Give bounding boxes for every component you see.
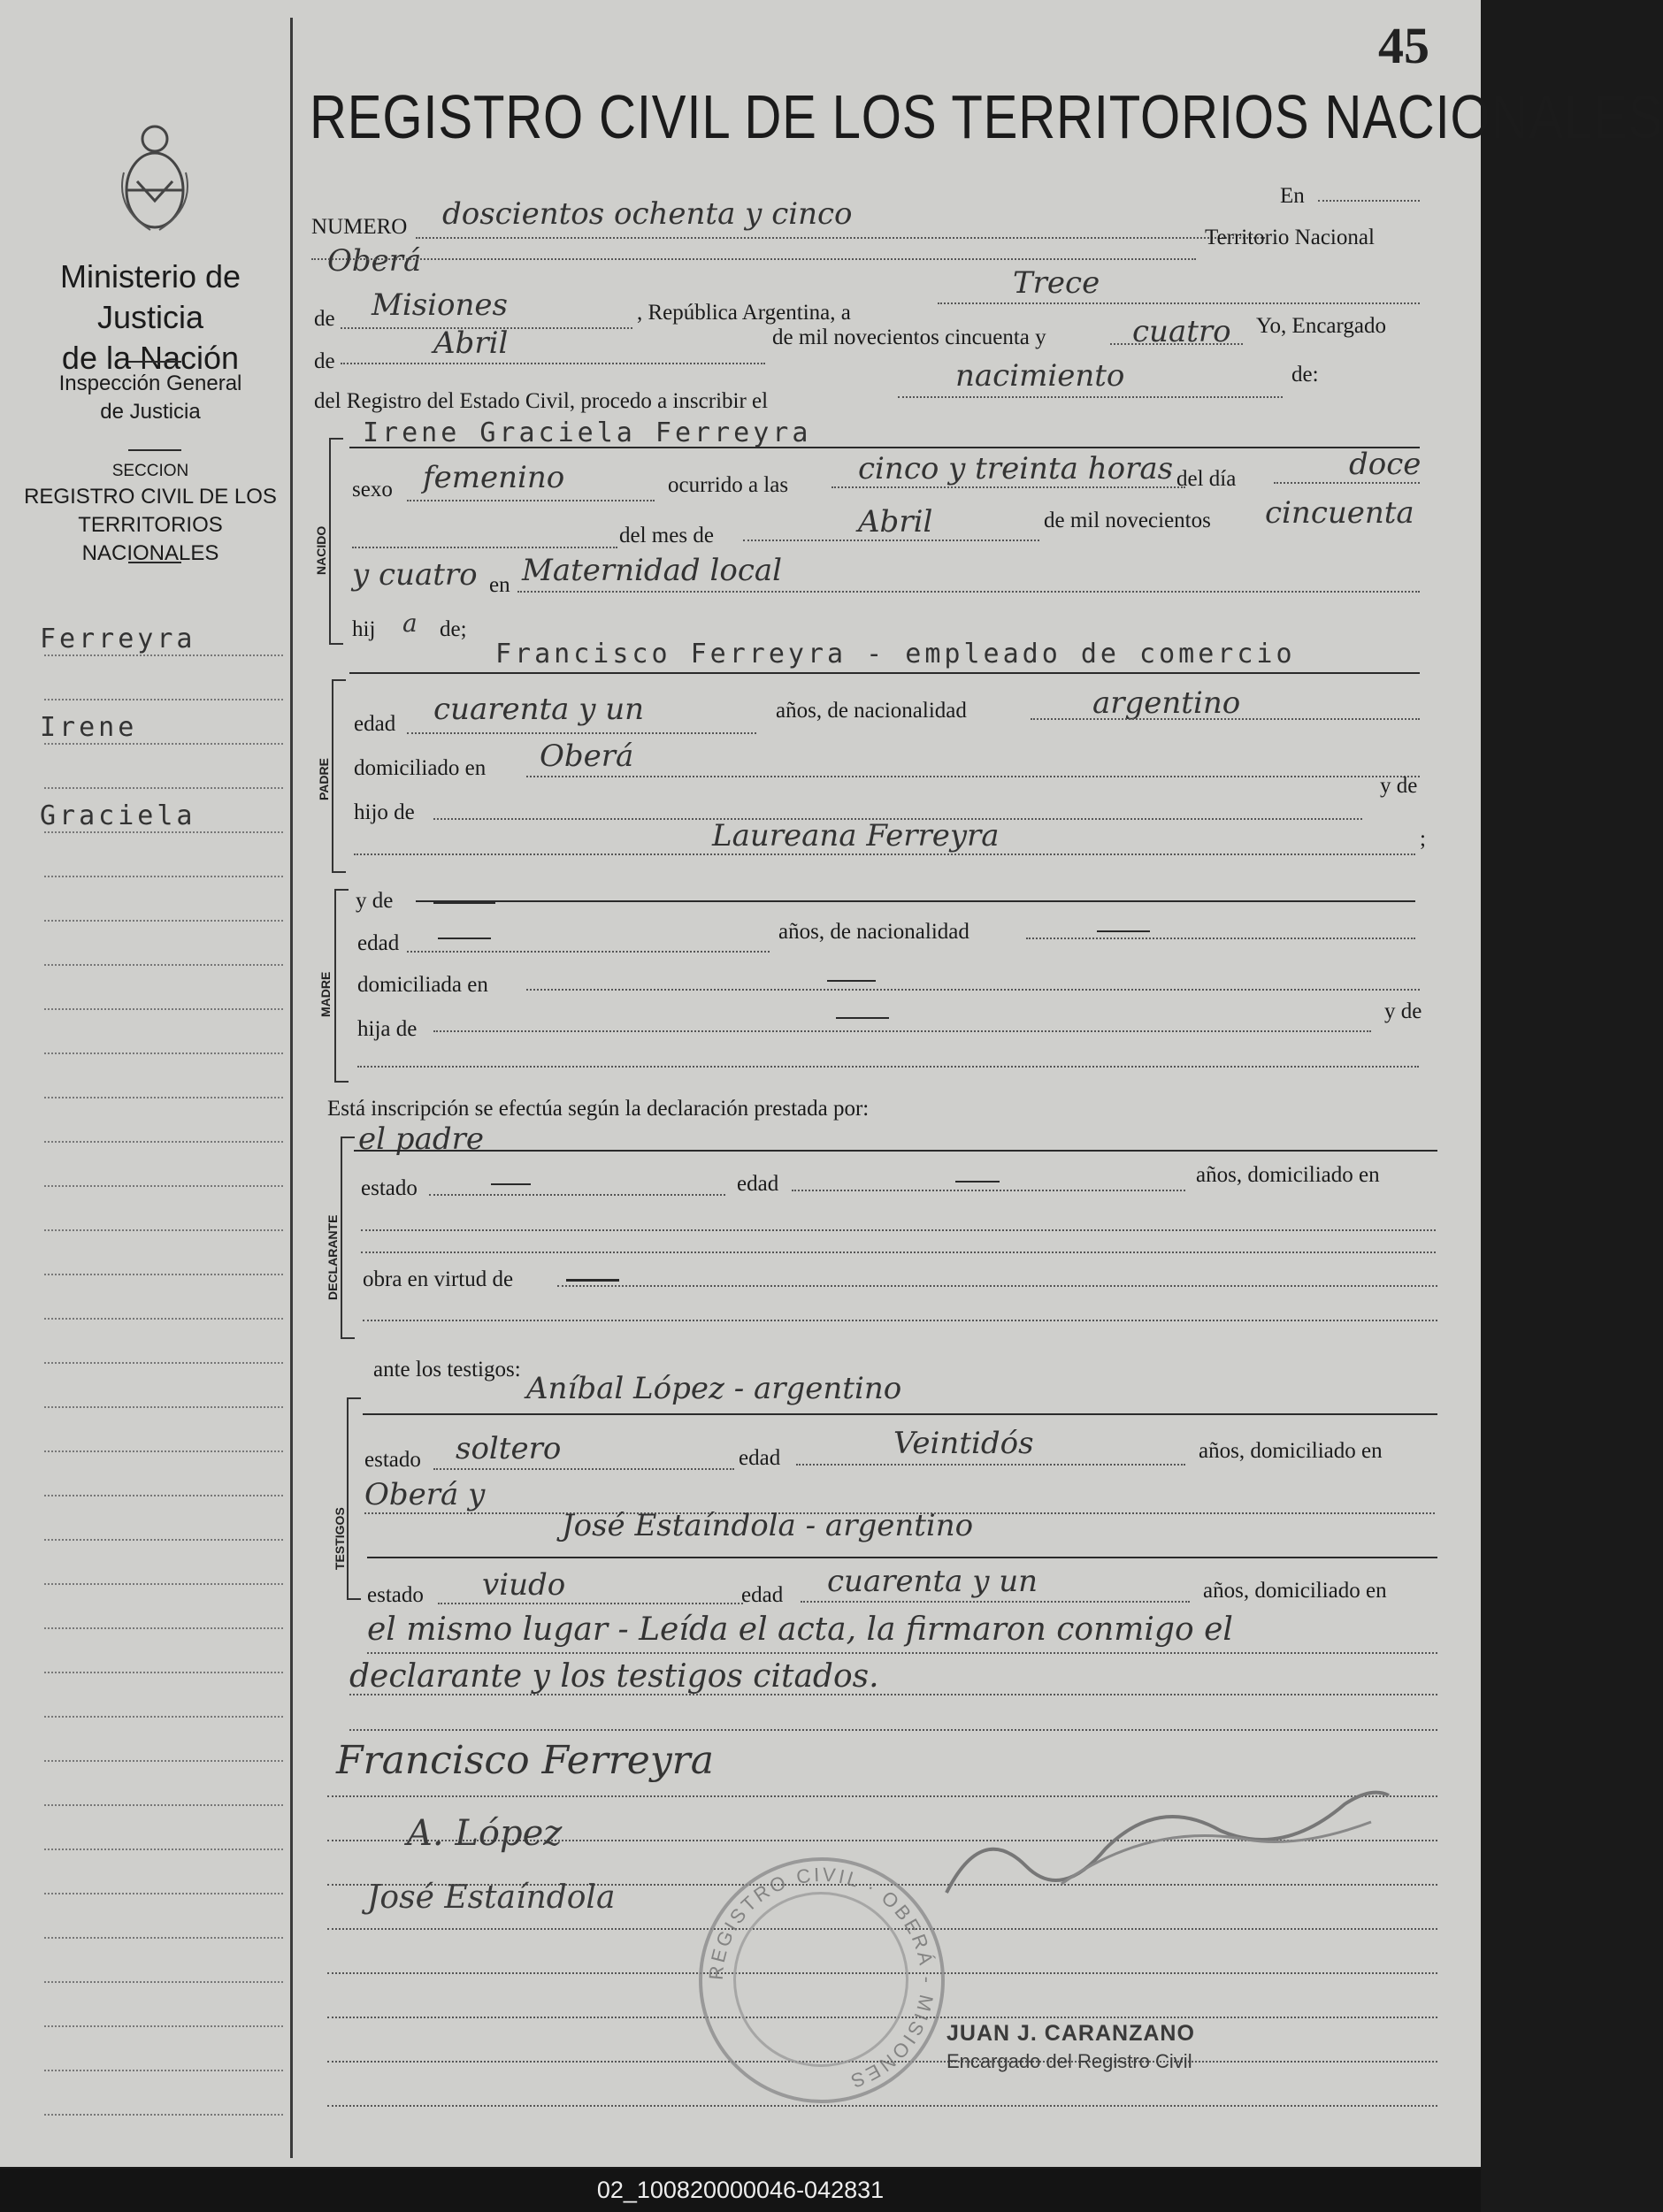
nacido-de-label: de; xyxy=(440,617,467,641)
sidebar-line xyxy=(44,1981,283,1983)
closing-line-1: el mismo lugar - Leída el acta, la firmaron conmigo el xyxy=(367,1611,1233,1648)
ocurrido-label: ocurrido a las xyxy=(668,473,789,497)
nacido-bracket xyxy=(329,438,343,645)
declarant-signature: Francisco Ferreyra xyxy=(336,1738,714,1783)
day-value: Trece xyxy=(1013,265,1100,301)
testigos-bracket xyxy=(347,1397,361,1600)
padre-hijo-label: hijo de xyxy=(354,800,415,824)
declarant-line xyxy=(354,1150,1437,1152)
nacido-place-value: Maternidad local xyxy=(522,553,783,588)
nacido-month-value: Abril xyxy=(858,504,933,540)
sidebar-line xyxy=(44,1406,283,1408)
witness1-line xyxy=(363,1413,1437,1415)
father-name-line xyxy=(349,672,1420,674)
obra-label: obra en virtud de xyxy=(363,1267,514,1291)
witness2-edad-line xyxy=(801,1601,1190,1603)
declarant-estado-dash xyxy=(491,1183,531,1185)
nacido-name-line xyxy=(349,447,1420,448)
sidebar-line xyxy=(44,1893,283,1894)
closing-line-3-rule xyxy=(349,1729,1437,1731)
sidebar-line xyxy=(44,2025,283,2027)
mother-domicile-line xyxy=(526,989,1420,991)
witness1-domicile-value: Oberá y xyxy=(364,1477,486,1512)
sidebar-line xyxy=(44,1848,283,1850)
place-line xyxy=(311,258,1196,260)
act-line xyxy=(898,396,1283,398)
sidebar-line xyxy=(44,743,283,745)
nacido-full-name: Irene Graciela Ferreyra xyxy=(363,417,812,448)
obra-dash xyxy=(566,1279,619,1282)
padre-anos-label: años, de nacionalidad xyxy=(776,699,967,723)
registro-label: del Registro del Estado Civil, procedo a inscribir el xyxy=(314,389,769,413)
witness1-estado-line xyxy=(433,1468,734,1470)
section-line-1: REGISTRO CIVIL DE LOS xyxy=(24,485,277,509)
nacido-day-value: doce xyxy=(1349,447,1422,482)
sidebar-line xyxy=(44,1229,283,1231)
ministry-line-1: Ministerio de Justicia xyxy=(59,258,241,335)
mother-extra-line xyxy=(357,1066,1419,1068)
year-line xyxy=(1110,343,1243,345)
mother-parent-line xyxy=(433,1030,1371,1032)
document-title: REGISTRO CIVIL DE LOS TERRITORIOS NACIONALES xyxy=(310,82,1663,151)
declarant-estado-line xyxy=(429,1194,725,1196)
sidebar-line xyxy=(44,2070,283,2071)
testigos-estado1-label: estado xyxy=(364,1448,421,1472)
father-age-line xyxy=(407,732,756,734)
sexo-label: sexo xyxy=(352,478,393,501)
section-label: SECCION xyxy=(111,462,189,480)
page-number: 45 xyxy=(1378,17,1429,74)
sidebar-line xyxy=(44,1141,283,1143)
republica-label: , República Argentina, a xyxy=(637,301,851,325)
testigos-intro: ante los testigos: xyxy=(373,1358,521,1382)
sidebar-line xyxy=(44,1804,283,1806)
father-nationality-line xyxy=(1031,718,1420,720)
inspection-line-1: Inspección General xyxy=(58,371,242,395)
father-mother-line xyxy=(354,853,1415,855)
sidebar-line xyxy=(44,1318,283,1320)
witness2-value: José Estaíndola - argentino xyxy=(562,1508,974,1543)
month-line xyxy=(341,363,765,364)
numero-label: NUMERO xyxy=(311,215,408,239)
obra-line-2 xyxy=(363,1320,1437,1321)
madre-hija-label: hija de xyxy=(357,1017,418,1041)
sidebar-line xyxy=(44,876,283,877)
sidebar-line xyxy=(44,654,283,656)
father-age-value: cuarenta y un xyxy=(433,692,645,727)
nacido-year-value-a: cincuenta xyxy=(1265,495,1414,531)
coat-of-arms-icon xyxy=(115,119,195,234)
ministry-line-2: de la Nación xyxy=(61,340,240,376)
en-line xyxy=(1318,200,1420,202)
witness1-edad-value: Veintidós xyxy=(893,1426,1034,1461)
madre-anos-label: años, de nacionalidad xyxy=(778,920,969,944)
hour-value: cinco y treinta horas xyxy=(858,451,1174,486)
mother-domicile-dash xyxy=(827,980,876,982)
sidebar-line xyxy=(44,1539,283,1541)
padre-section-label: PADRE xyxy=(317,758,331,800)
testigos-estado2-label: estado xyxy=(367,1583,424,1607)
declarant-edad-dash xyxy=(955,1181,1000,1183)
sidebar-line xyxy=(44,787,283,789)
seal-text xyxy=(702,1861,941,2100)
scan-footer-code: 02_100820000046-042831 xyxy=(0,2169,1481,2212)
ministry-rule xyxy=(128,361,181,363)
svg-text:REGISTRO CIVIL · OBERÁ - MISIO: REGISTRO CIVIL · OBERÁ - MISIONES xyxy=(704,1863,939,2093)
declarant-value: el padre xyxy=(358,1121,484,1157)
declarant-edad-line xyxy=(792,1190,1185,1191)
witness2-line xyxy=(367,1557,1437,1558)
witness1-value: Aníbal López - argentino xyxy=(526,1371,902,1406)
nacido-year-value-b: y cuatro xyxy=(352,557,478,593)
year-value: cuatro xyxy=(1132,314,1231,349)
de2-label: de xyxy=(314,349,335,373)
sidebar-line xyxy=(44,831,283,833)
declarante-anos-label: años, domiciliado en xyxy=(1196,1163,1380,1187)
father-nationality-value: argentino xyxy=(1092,685,1241,721)
mother-name-dash xyxy=(433,900,495,904)
padre-semicolon: ; xyxy=(1420,827,1426,851)
registry-seal xyxy=(699,1857,945,2103)
madre-y-de2-label: y de xyxy=(1384,999,1422,1023)
witness1-edad-line xyxy=(796,1464,1185,1466)
sidebar-line xyxy=(44,1185,283,1187)
sidebar-line xyxy=(44,1274,283,1275)
witness2-signature: José Estaíndola xyxy=(367,1879,616,1916)
hour-line xyxy=(832,486,1185,488)
en-label: En xyxy=(1280,184,1305,208)
inspection-heading xyxy=(18,370,283,426)
del-dia-label: del día xyxy=(1176,467,1237,491)
declarante-section-label: DECLARANTE xyxy=(326,1214,340,1300)
sidebar-line xyxy=(44,964,283,966)
father-name-value: Francisco Ferreyra - empleado de comercio xyxy=(495,639,1296,670)
madre-y-de-label: y de xyxy=(356,889,394,913)
testigos-edad2-label: edad xyxy=(741,1583,784,1607)
signature-line xyxy=(327,2105,1437,2107)
sidebar-line xyxy=(44,699,283,700)
yo-label: Yo, Encargado xyxy=(1256,314,1386,338)
numero-line xyxy=(416,237,1265,239)
madre-edad-label: edad xyxy=(357,931,400,955)
padre-bracket xyxy=(332,679,346,873)
place-line xyxy=(517,591,1420,593)
sidebar-line xyxy=(44,1937,283,1939)
sidebar-line xyxy=(44,1672,283,1673)
section-heading xyxy=(18,460,283,568)
obra-line xyxy=(557,1285,1437,1287)
sidebar-line xyxy=(44,1097,283,1098)
declarante-intro: Está inscripción se efectúa según la declaración prestada por: xyxy=(327,1097,870,1121)
declarant-domicile-line-2 xyxy=(361,1251,1436,1253)
sexo-line xyxy=(407,500,655,501)
declarant-domicile-line xyxy=(361,1229,1436,1231)
blank-line xyxy=(352,547,617,548)
father-domicile-line xyxy=(526,776,1420,777)
mes-label: del mes de xyxy=(619,524,714,547)
testigos-anos1-label: años, domiciliado en xyxy=(1199,1439,1383,1463)
sidebar-line xyxy=(44,1362,283,1364)
de-label: de xyxy=(314,307,335,331)
padre-domicilio-label: domiciliado en xyxy=(354,756,487,780)
witness2-estado-value: viudo xyxy=(482,1567,566,1603)
place-value: Oberá xyxy=(327,243,422,279)
testigos-edad1-label: edad xyxy=(739,1446,781,1470)
novecientos-label: de mil novecientos xyxy=(1044,509,1211,532)
sidebar-divider xyxy=(290,18,293,2158)
act-value: nacimiento xyxy=(955,358,1125,394)
padre-edad-label: edad xyxy=(354,712,396,736)
closing-line-2: declarante y los testigos citados. xyxy=(349,1658,879,1695)
day-line xyxy=(1274,482,1420,484)
sidebar-line xyxy=(44,1627,283,1629)
father-domicile-value: Oberá xyxy=(540,739,634,774)
mother-nationality-line xyxy=(1026,938,1415,939)
mother-nationality-dash xyxy=(1097,930,1150,932)
sidebar-line xyxy=(44,920,283,922)
sidebar-line xyxy=(44,1760,283,1762)
witness1-signature: A. López xyxy=(407,1813,563,1854)
sidebar-line xyxy=(44,1583,283,1585)
section-line-2: TERRITORIOS NACIONALES xyxy=(78,513,223,565)
inspection-rule xyxy=(128,449,181,451)
territorio-label: Territorio Nacional xyxy=(1205,226,1375,249)
officer-signature-icon xyxy=(929,1769,1406,1919)
father-mother-value: Laureana Ferreyra xyxy=(712,818,1000,853)
witness1-estado-value: soltero xyxy=(456,1431,562,1466)
index-name-1: Irene xyxy=(40,712,138,743)
section-rule xyxy=(128,562,181,563)
mother-parent-dash xyxy=(836,1017,889,1019)
closing-line-1-rule xyxy=(367,1652,1437,1654)
declarante-bracket xyxy=(341,1137,355,1339)
sidebar-line xyxy=(44,1716,283,1718)
sidebar-line xyxy=(44,2114,283,2116)
province-value: Misiones xyxy=(372,287,508,323)
hij-suffix: a xyxy=(402,608,418,638)
sidebar-line xyxy=(44,1450,283,1452)
witness2-edad-value: cuarenta y un xyxy=(827,1564,1038,1599)
madre-domicilio-label: domiciliada en xyxy=(357,973,488,997)
officer-name: JUAN J. CARANZANO xyxy=(946,2021,1195,2046)
witness2-estado-line xyxy=(438,1603,743,1604)
de3-label: de: xyxy=(1291,363,1319,387)
nacido-section-label: NACIDO xyxy=(314,525,328,575)
padre-y-de-label: y de xyxy=(1380,774,1418,798)
month-value: Abril xyxy=(433,325,509,361)
testigos-section-label: TESTIGOS xyxy=(333,1507,347,1570)
sidebar-line xyxy=(44,1495,283,1496)
closing-line-2-rule xyxy=(349,1694,1437,1695)
sexo-value: femenino xyxy=(423,460,565,495)
year-label: de mil novecientos cincuenta y xyxy=(772,325,1046,349)
mother-age-dash xyxy=(438,938,491,939)
madre-section-label: MADRE xyxy=(318,971,333,1017)
inspection-line-2: de Justicia xyxy=(100,400,201,424)
mother-age-line xyxy=(407,951,770,953)
declarante-edad-label: edad xyxy=(737,1172,779,1196)
testigos-anos2-label: años, domiciliado en xyxy=(1203,1579,1387,1603)
sidebar-line xyxy=(44,1052,283,1054)
hij-label: hij xyxy=(352,617,376,641)
month-line xyxy=(743,540,1039,541)
nacido-en-label: en xyxy=(489,573,510,597)
declarante-estado-label: estado xyxy=(361,1176,418,1200)
index-surname: Ferreyra xyxy=(40,624,196,654)
madre-bracket xyxy=(334,889,349,1083)
numero-value: doscientos ochenta y cinco xyxy=(442,196,853,232)
day-line xyxy=(938,302,1420,304)
sidebar-line xyxy=(44,1008,283,1010)
index-name-2: Graciela xyxy=(40,800,196,831)
mother-name-line xyxy=(416,900,1415,902)
officer-title: Encargado del Registro Civil xyxy=(946,2050,1192,2072)
